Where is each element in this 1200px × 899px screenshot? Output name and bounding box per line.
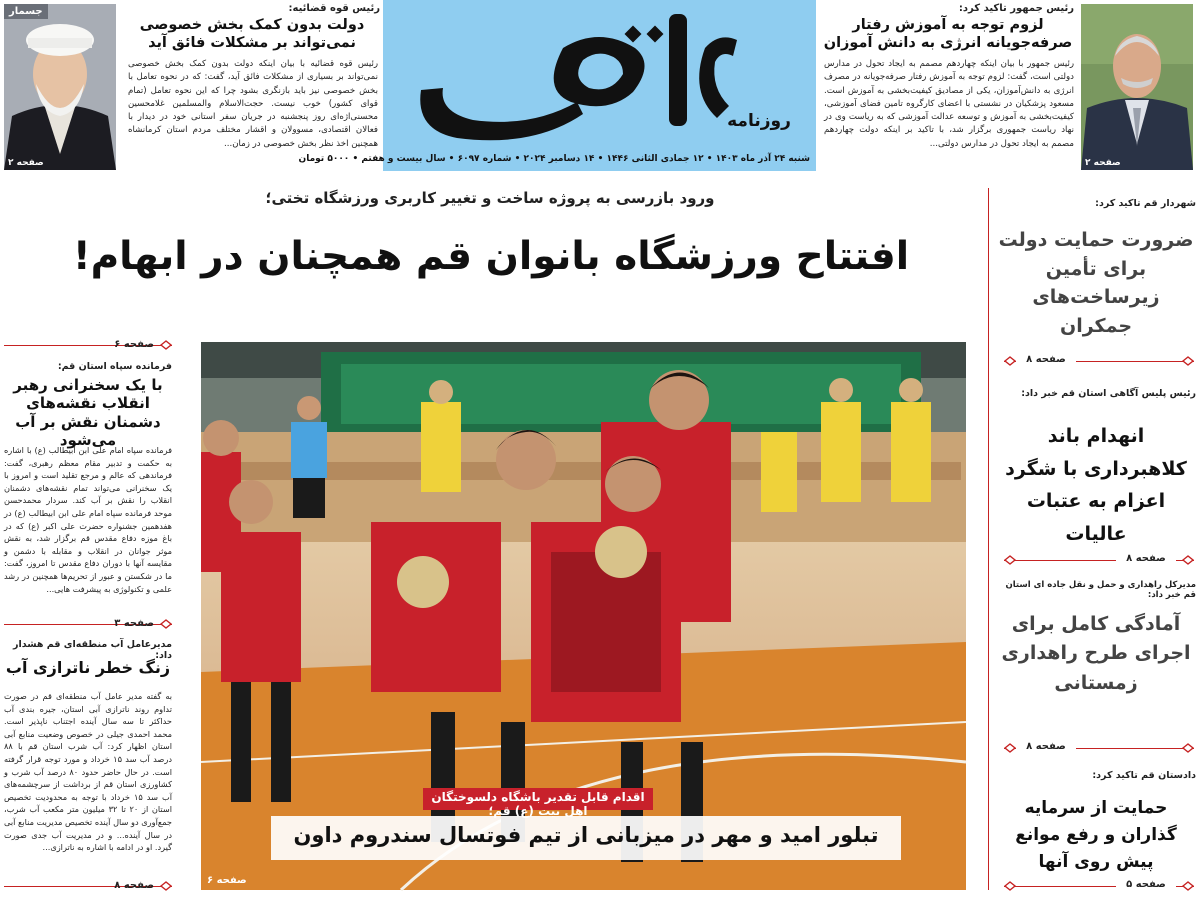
kicker: شهردار قم تاکید کرد: <box>1095 198 1196 209</box>
page-tag[interactable]: صفحه ۳ <box>114 618 154 629</box>
headline[interactable]: انهدام باند کلاهبرداری با شگرد اعزام به عتبات عالیات <box>1005 425 1187 546</box>
main-kicker: ورود بازرسی به پروژه ساخت و تغییر کاربری ورزشگاه تختی؛ <box>265 189 715 207</box>
kicker: فرمانده سپاه استان قم: <box>57 361 172 372</box>
logo-small-text: روزنامه <box>727 111 791 131</box>
masthead-logo <box>413 2 791 150</box>
judiciary-chief-photo <box>4 4 116 170</box>
kicker: رئیس جمهور تاکید کرد: <box>958 3 1074 14</box>
issue-line: شنبه ۲۴ آذر ماه ۱۴۰۳ • ۱۲ جمادی الثانی ۱۴۴۶ • ۱۴ دسامبر ۲۰۲۴ • شماره ۶۰۹۷ • سال بیست و هفتم • ۵۰۰۰ تومان <box>298 154 810 164</box>
diamond-marker-icon <box>160 881 172 891</box>
headline[interactable]: زنگ خطر ناترازی آب <box>5 658 171 677</box>
article-body: به گفته مدیر عامل آب منطقه‌ای قم در صورت تداوم روند ناترازی آبی استان، جیره بندی آب حداکثر تا سه سال آینده اجتناب ناپذیر است. محمد احمدی جیلی در خصوص وضعیت منابع آبی استان اظهار کرد: آب شرب استان قم با ۸۸ درصد آب سد ۱۵ خرداد و مورد توجه قرار گرفته است. در حال حاضر حدود ۸۰ درصد آب شرب و کشاورزی استان قم از برداشت از سرچشمه‌های آب سد ۱۵ خرداد با توجه به محدودیت تخصیص استان از ۲۰ تا ۳۲ میلیون متر مکعب آب شرب، جمع‌آوری دو سال آینده تخصیص مدیریت منابع آبی در سال آینده... و در مدیریت آب جدی صورت گیرد. او در ادامه با اشاره به ناترازی... <box>4 691 173 853</box>
article-body: رئیس جمهور با بیان اینکه چهاردهم مصمم به ایجاد تحول در مدارس دولتی است، گفت: لزوم توجه به آموزش رفتار صرفه‌جویانه در مصرف انرژی به دانش‌آموزان، یکی از مصادیق کیفیت‌بخشی به آموزش است. مسعود پزشکیان در نشستی با اعضای کارگروه تامین فضای آموزشی، کیفیت‌بخشی به آموزش و توسعه عدالت آموزشی که به ریاست وی در نهاد ریاست جمهوری برگزار شد، با تاکید بر اینکه دولت چهاردهم مصمم به ایجاد تحول در مدارس دولتی... <box>824 59 1074 149</box>
column-divider <box>988 188 989 890</box>
photo-tag: اقدام قابل تقدیر باشگاه دلسوختگان اهل بیت (ع) قم؛ <box>431 790 645 818</box>
page-tag[interactable]: صفحه ۸ <box>1116 553 1176 564</box>
kicker: رئیس پلیس آگاهی استان قم خبر داد: <box>1021 388 1196 399</box>
kicker: رئیس قوه قضائیه: <box>288 3 380 14</box>
headline[interactable]: لزوم توجه به آموزش رفتار صرفه‌جویانه انرژی به دانش آموزان <box>823 17 1073 51</box>
president-photo <box>1081 4 1193 170</box>
kicker: دادستان قم تاکید کرد: <box>1092 770 1196 781</box>
photo-headline[interactable]: تبلور امید و مهر در میزبانی از تیم فوتسال سندروم داون <box>293 823 879 847</box>
page-tag[interactable]: صفحه ۲ <box>1085 158 1121 168</box>
diamond-marker-icon <box>1004 356 1016 366</box>
kicker: مدیرکل راهداری و حمل و نقل جاده ای استان قم خبر داد: <box>1005 580 1196 600</box>
headline[interactable]: ضرورت حمایت دولت برای تأمین زیرساخت‌های جمکران <box>998 229 1194 337</box>
page-tag[interactable]: صفحه ۲ <box>8 158 44 168</box>
kicker: مدیرعامل آب منطقه‌ای قم هشدار داد: <box>12 639 172 661</box>
diamond-marker-icon <box>1182 356 1194 366</box>
article-body: فرمانده سپاه امام علی ابن ابیطالب (ع) با اشاره به حکمت و تدبیر مقام معظم رهبری، گفت: فرماندهی که عالم و مرجع تقلید است و امروز با یک سخنرانی می‌تواند تمام نقشه‌های دشمنان انقلاب را نقش بر آب کند. سردار محمدحسن موحد فرمانده سپاه امام علی ابن ابیطالب (ع) در هفدهمین جشنواره حضرت علی اکبر (ع) که در باغ موزه دفاع مقدس قم برگزار شد، به نقش موثر جوانان در انقلاب و مقابله با دشمن و مقایسه آنها با دوران دفاع مقدس تا امروز، گفت: ما در شکستن و عبور از تحریم‌ها همچنین در رشد علمی و تکنولوژی به پیشرفت هایی... <box>4 445 172 594</box>
page-tag[interactable]: صفحه ۸ <box>114 880 154 891</box>
right-column <box>996 190 1200 895</box>
headline[interactable]: با یک سخنرانی رهبر انقلاب نقشه‌های دشمنان نقش بر آب می‌شود <box>13 376 163 449</box>
headline[interactable]: آمادگی کامل برای اجرای طرح راهداری زمستانی <box>1001 613 1191 694</box>
diamond-marker-icon <box>1182 555 1194 565</box>
diamond-marker-icon <box>1004 555 1016 565</box>
diamond-marker-icon <box>160 619 172 629</box>
main-headline[interactable]: افتتاح ورزشگاه بانوان قم همچنان در ابهام! <box>72 234 910 279</box>
left-column <box>0 336 180 896</box>
diamond-marker-icon <box>1182 743 1194 753</box>
futsal-photo <box>201 342 966 890</box>
page-tag[interactable]: صفحه ۶ <box>114 339 154 350</box>
diamond-marker-icon <box>1004 881 1016 891</box>
badge: جسمار <box>4 4 48 19</box>
page-tag[interactable]: صفحه ۸ <box>1016 354 1076 365</box>
page-tag[interactable]: صفحه ۸ <box>1016 741 1076 752</box>
diamond-marker-icon <box>1182 881 1194 891</box>
article-body: رئیس قوه قضائیه با بیان اینکه دولت بدون کمک بخش خصوصی نمی‌تواند بر بسیاری از مشکلات فائق آید، گفت: که در نحوه تعامل با بخش خصوصی نیز باید بازنگری بشود چرا که این نحوه تعامل (تمام قوای کشور) خوب نیست. حجت‌الاسلام والمسلمین غلامحسین محسنی‌اژه‌ای روز پنجشنبه در جریان سفر استانی خود در دیدار با فعالان اقتصادی، مسوولان و اقشار مختلف مردم استان کرمانشاه همچنین اخذ نظر بخش خصوصی در زمان... <box>128 59 378 149</box>
diamond-marker-icon <box>1004 743 1016 753</box>
diamond-marker-icon <box>160 340 172 350</box>
page-tag[interactable]: صفحه ۶ <box>207 875 247 886</box>
page-tag[interactable]: صفحه ۵ <box>1116 879 1176 890</box>
headline[interactable]: دولت بدون کمک بخش خصوصی نمی‌تواند بر مشکلات فائق آید <box>139 17 365 51</box>
headline[interactable]: حمایت از سرمایه گذاران و رفع موانع پیش روی آنها <box>1015 798 1177 873</box>
